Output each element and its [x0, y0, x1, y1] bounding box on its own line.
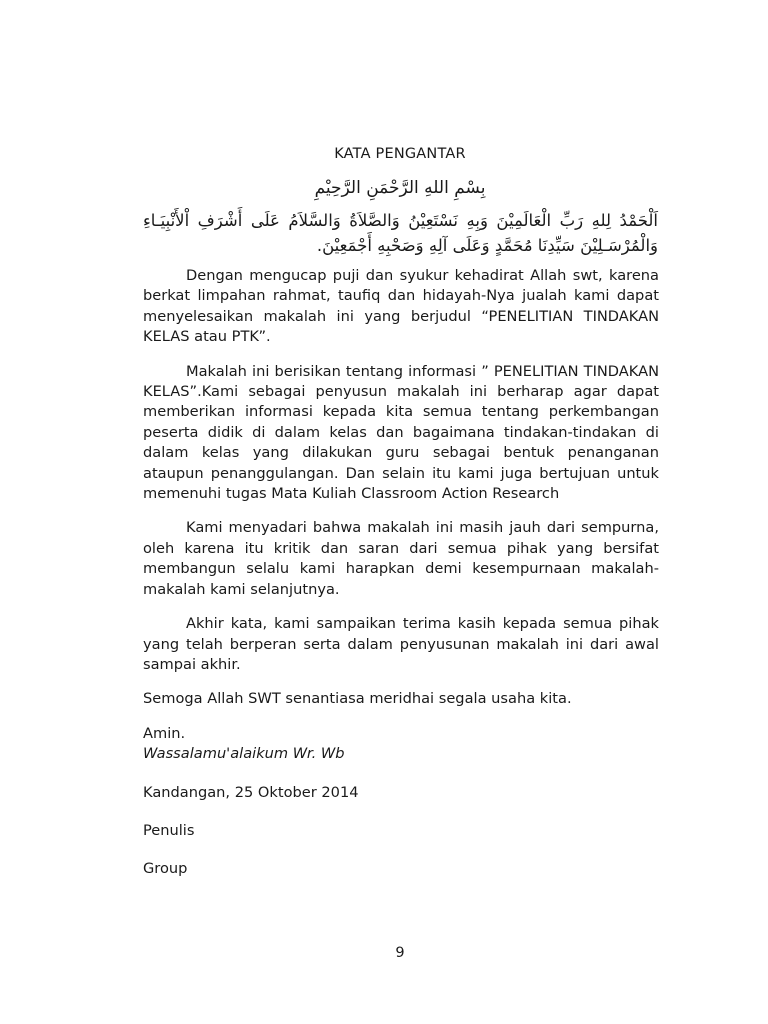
author-name: Group: [143, 860, 188, 878]
place-date: Kandangan, 25 Oktober 2014: [143, 783, 359, 801]
paragraph-4: Akhir kata, kami sampaikan terima kasih kepada semua pihak yang telah berperan serta dalam penyusunan makalah ini dari awal sampai akhir.: [143, 615, 659, 673]
salam-text: Wassalamu'alaikum Wr. Wb: [143, 745, 345, 763]
basmalah-text: بِسْمِ اللهِ الرَّحْمَنِ الرَّحِيْمِ: [314, 178, 486, 198]
paragraph-3: Kami menyadari bahwa makalah ini masih jauh dari sempurna, oleh karena itu kritik dan saran dari semua pihak yang bersifat membangun selalu kami harapkan demi kesempurnaan makalah-makalah kami selanjutnya.: [143, 519, 659, 598]
page-number: 9: [395, 945, 405, 961]
paragraph-2: Makalah ini berisikan tentang informasi ” PENELITIAN TINDAKAN KELAS”.Kami sebagai penyusun makalah ini berharap agar dapat memberikan informasi kepada kita semua tentang perkembangan peserta didik di dalam kelas dan bagaimana tindakan-tindakan di dalam kelas yang dilakukan guru sebagai bentuk penanganan ataupun penanggulangan. Dan selain itu kami juga bertujuan untuk memenuhi tugas Mata Kuliah Classroom Action Research: [143, 362, 659, 503]
paragraph-1: Dengan mengucap puji dan syukur kehadirat Allah swt, karena berkat limpahan rahmat, taufiq dan hidayah-Nya jualah kami dapat menyelesaikan makalah ini yang berjudul “PENELITIAN TINDAKAN KELAS atau PTK”.: [143, 267, 659, 346]
page-title: KATA PENGANTAR: [334, 146, 466, 162]
arabic-opening: اَلْحَمْدُ لِلهِ رَبِّ الْعَالَمِيْنَ وَبِهِ نَسْتَعِيْنُ وَالصَّلاَةُ وَالسَّلاَمُ عَلَى أَشْرَفِ اْلأَنْبِيَـاءِ وَالْمُرْسَـلِيْنَ سَيِّدِنَا مُحَمَّدٍ وَعَلَى آلِهِ وَصَحْبِهِ أَجْمَعِيْنَ.: [143, 211, 658, 255]
closing-prayer: Semoga Allah SWT senantiasa meridhai segala usaha kita.: [143, 690, 572, 708]
document-body: [143, 266, 659, 894]
author-label: Penulis: [143, 821, 195, 839]
amin-text: Amin.: [143, 724, 186, 742]
